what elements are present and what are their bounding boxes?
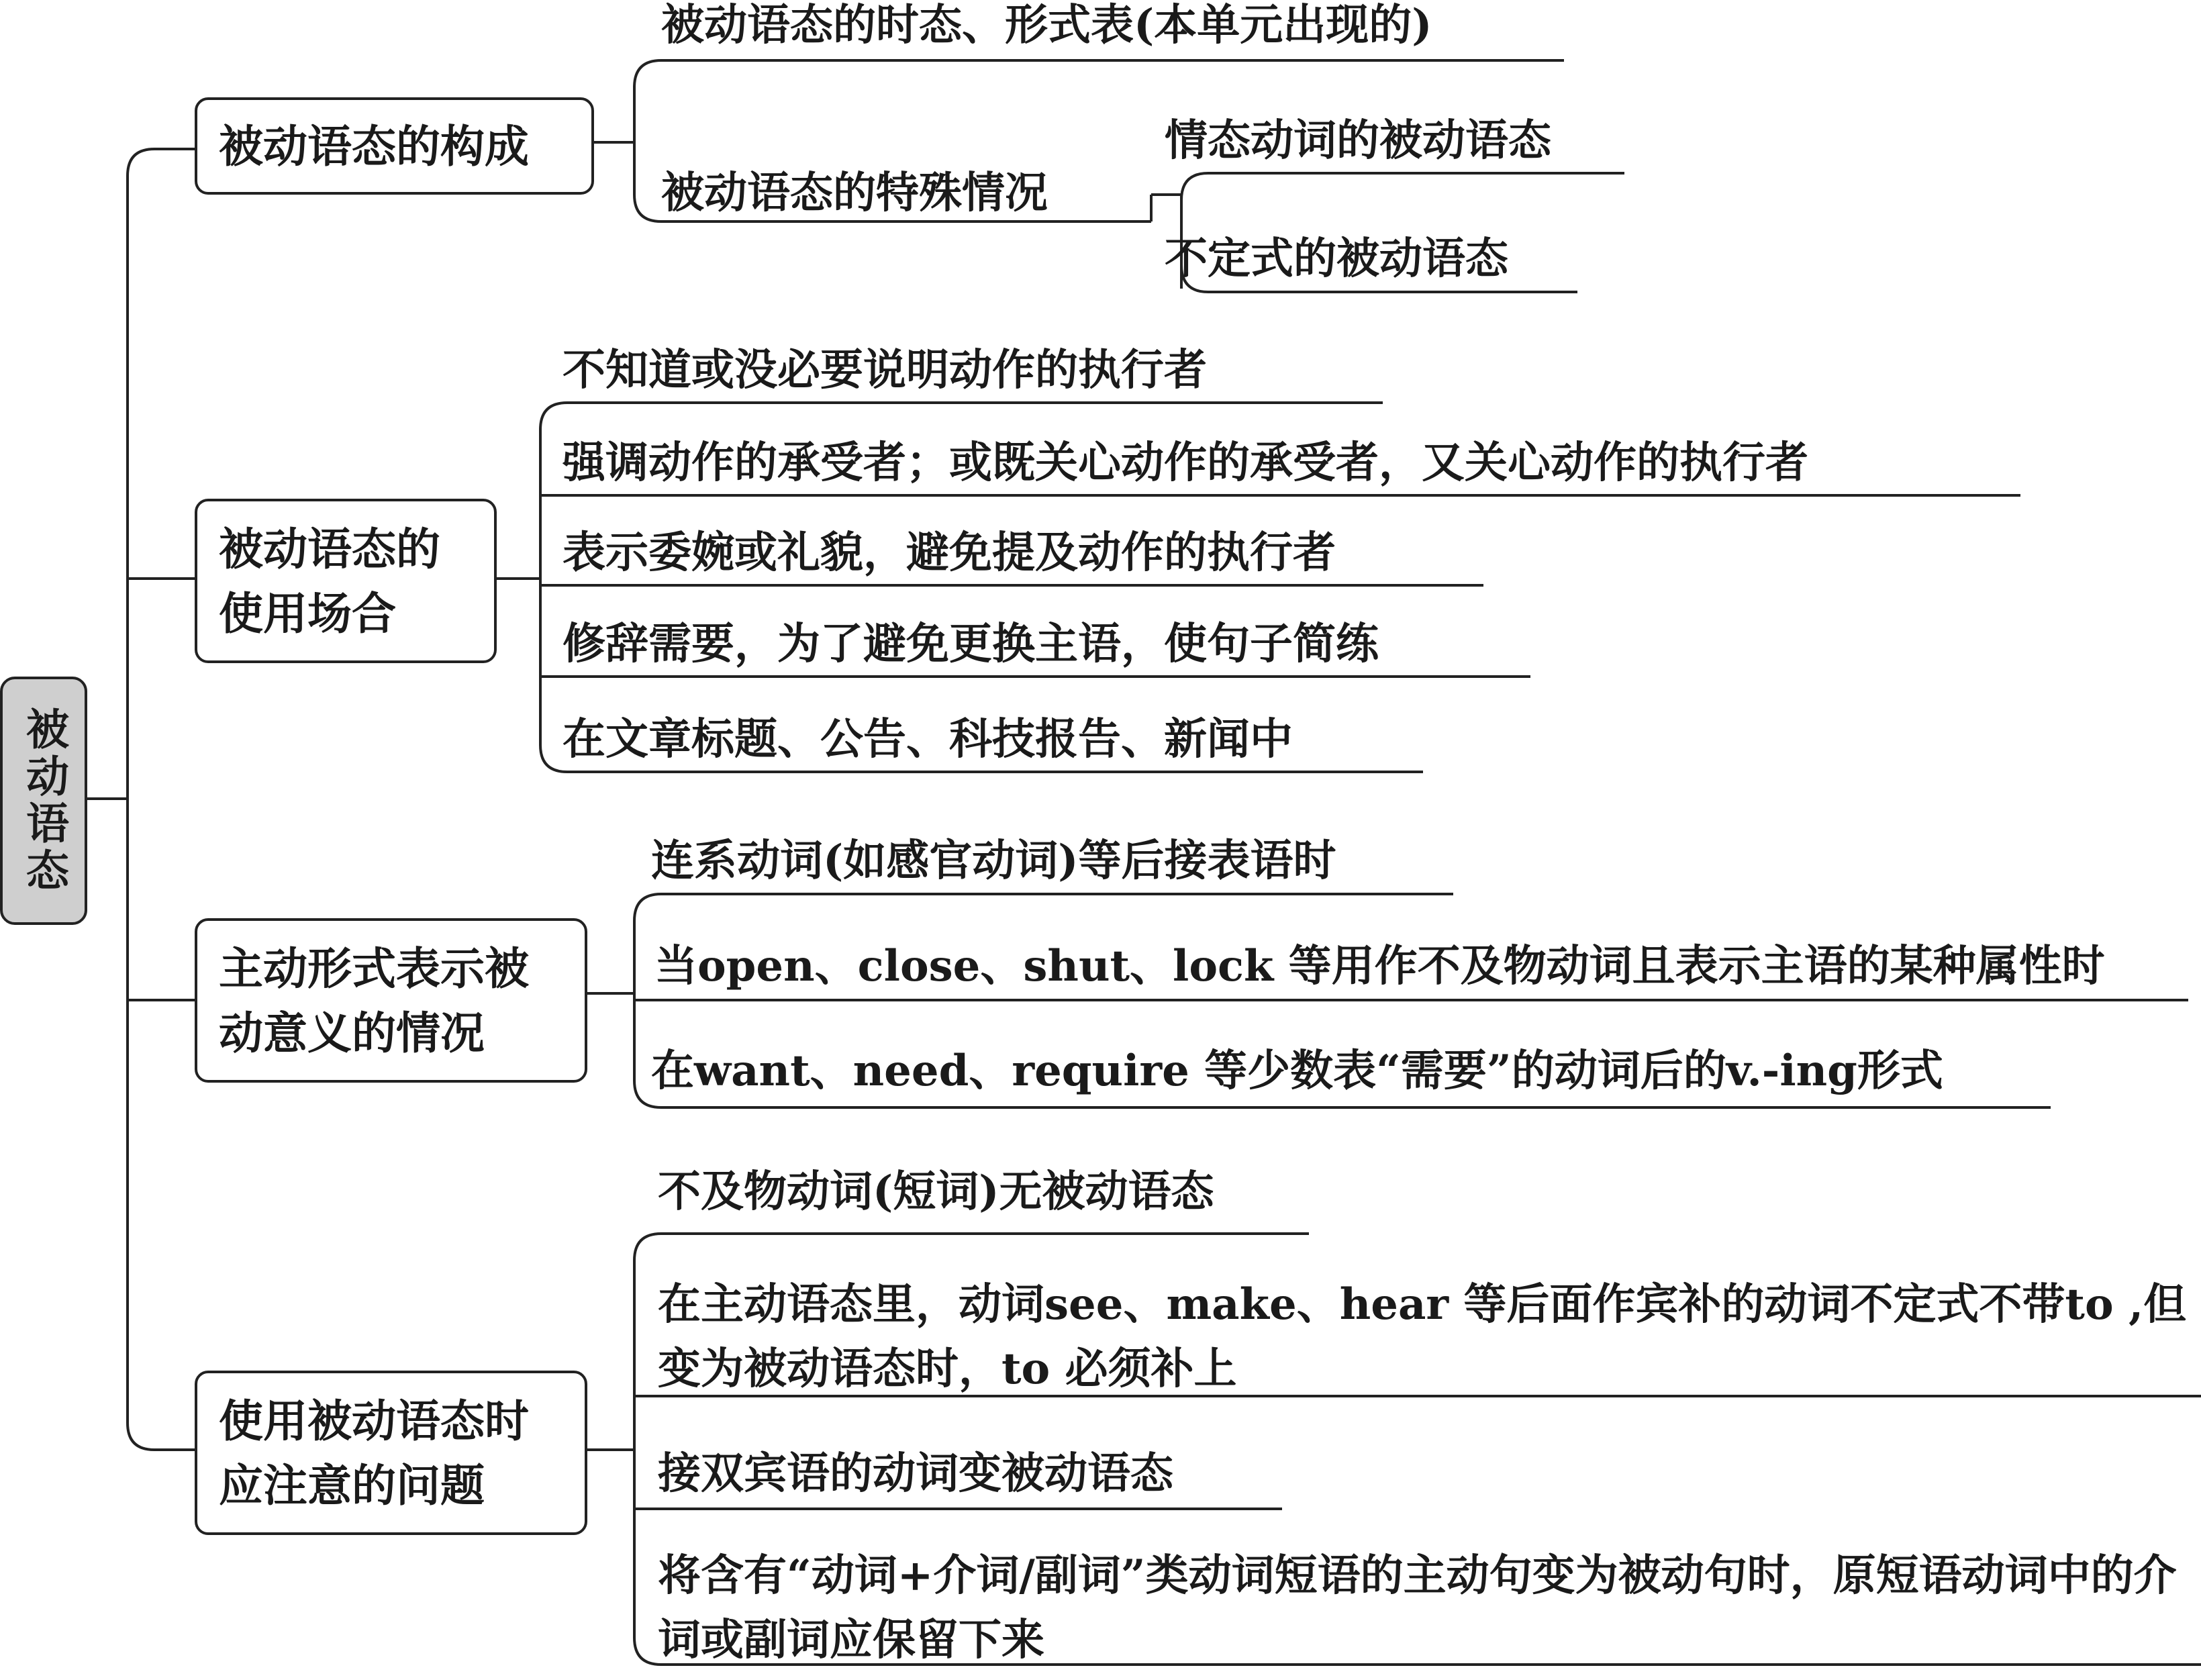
branch-composition bbox=[195, 97, 594, 195]
branch-label: 被动语态的使用场合 bbox=[219, 522, 440, 640]
leaf-special-cases: 被动语态的特殊情况 bbox=[661, 168, 1048, 218]
branch-label: 主动形式表示被动意义的情况 bbox=[219, 942, 529, 1059]
branch-label: 使用被动语态时应注意的问题 bbox=[219, 1394, 529, 1512]
leaf-active-3: 在want、need、require 等少数表“需要”的动词后的v.-ing形式 bbox=[651, 1046, 1943, 1096]
leaf-usage-1: 不知道或没必要说明动作的执行者 bbox=[563, 345, 1207, 395]
leaf-note-2: 在主动语态里，动词see、make、hear 等后面作宾补的动词不定式不带to ,但变为被动语态时，to 必须补上 bbox=[658, 1279, 2187, 1394]
leaf-infinitive-passive: 不定式的被动语态 bbox=[1165, 234, 1508, 284]
leaf-usage-5: 在文章标题、公告、科技报告、新闻中 bbox=[563, 714, 1293, 764]
leaf-modal-passive: 情态动词的被动语态 bbox=[1165, 115, 1551, 166]
leaf-active-2: 当open、close、shut、lock 等用作不及物动词且表示主语的某种属性时 bbox=[654, 941, 2105, 991]
branch-usage-scenarios bbox=[195, 499, 497, 663]
branch-notes bbox=[195, 1371, 587, 1535]
leaf-note-3: 接双宾语的动词变被动语态 bbox=[658, 1448, 1173, 1499]
leaf-note-4: 将含有“动词+介词/副词”类动词短语的主动句变为被动句时，原短语动词中的介词或副词应保留下来 bbox=[658, 1550, 2177, 1665]
branch-active-form-passive-meaning bbox=[195, 918, 587, 1083]
leaf-tense-form-table: 被动语态的时态、形式表(本单元出现的) bbox=[661, 0, 1432, 50]
root-node bbox=[0, 677, 87, 925]
leaf-note-1: 不及物动词(短词)无被动语态 bbox=[658, 1167, 1214, 1217]
leaf-active-1: 连系动词(如感官动词)等后接表语时 bbox=[651, 836, 1336, 886]
branch-label: 被动语态的构成 bbox=[219, 119, 529, 172]
root-label: 被动语态 bbox=[19, 707, 69, 895]
leaf-usage-3: 表示委婉或礼貌，避免提及动作的执行者 bbox=[563, 528, 1336, 578]
leaf-usage-2: 强调动作的承受者；或既关心动作的承受者，又关心动作的执行者 bbox=[563, 438, 1808, 488]
leaf-usage-4: 修辞需要，为了避免更换主语，使句子简练 bbox=[563, 619, 1379, 669]
